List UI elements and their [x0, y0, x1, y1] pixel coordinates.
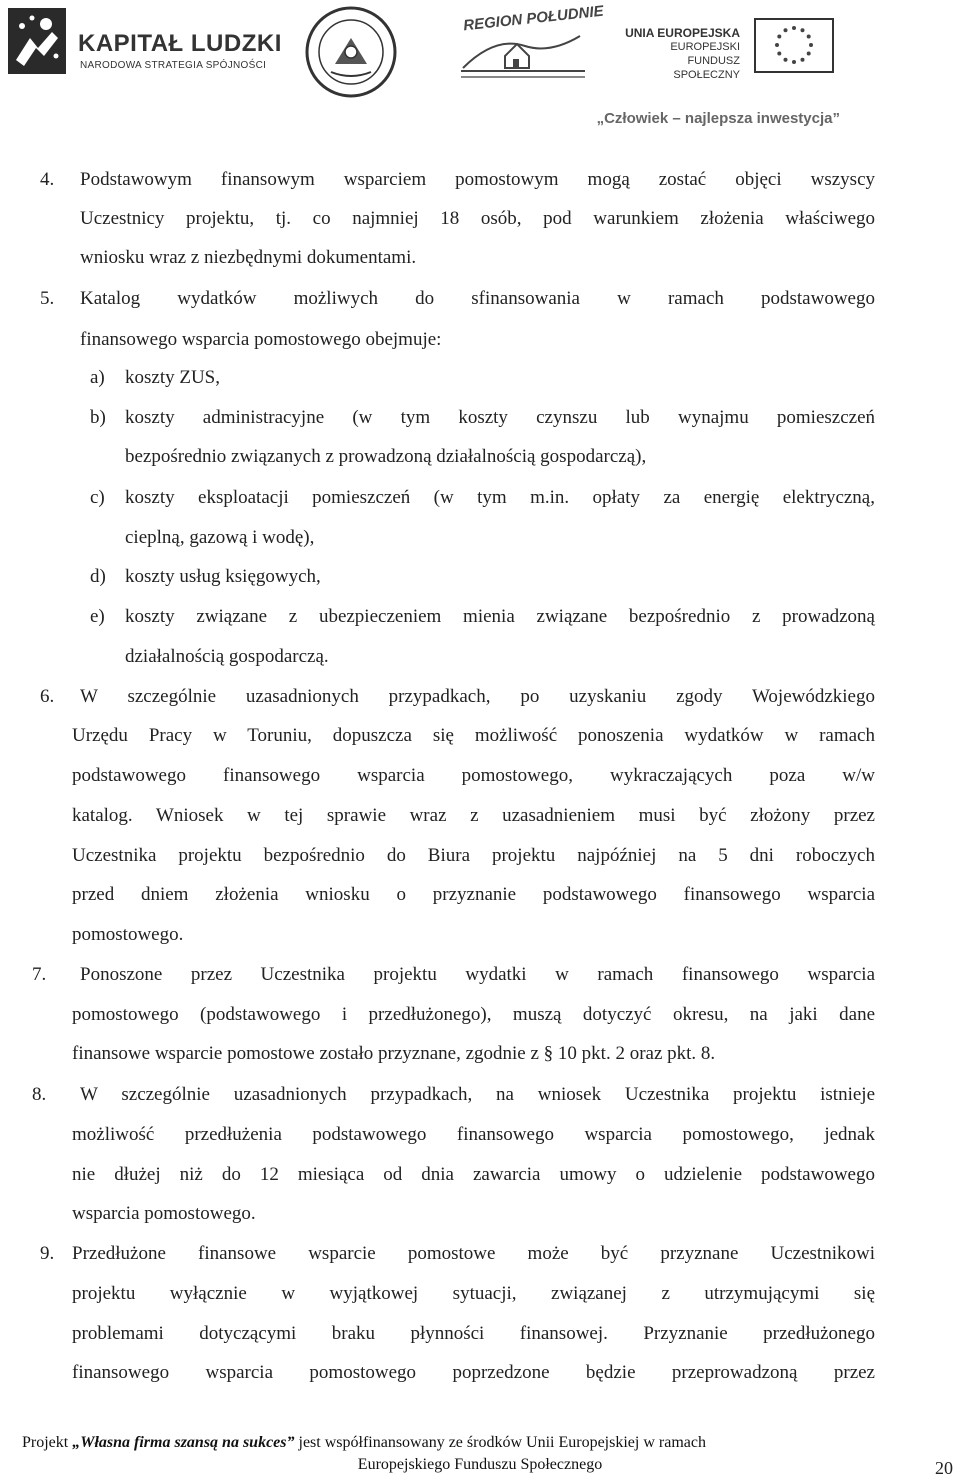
item-number: 4. [40, 169, 55, 190]
footer-suffix: jest współfinansowany ze środków Unii Europejskiej w ramach [294, 1434, 706, 1451]
eu-logo [622, 18, 852, 81]
item-line: W szczególnie uzasadnionych przypadkach, po uzyskaniu zgody Wojewódzkiego [80, 686, 875, 707]
item-line: Uczestnicy projektu, tj. co najmniej 18 osób, pod warunkiem złożenia właściwego [80, 208, 875, 229]
kapital-ludzki-title: KAPITAŁ LUDZKI [78, 30, 282, 57]
item-line: pomostowego. [72, 924, 184, 945]
item-line: katalog. Wniosek w tej sprawie wraz z uzasadnieniem musi być złożony przez [72, 805, 875, 826]
item-line: pomostowego (podstawowego i przedłużonego), muszą dotyczyć okresu, na jaki dane [72, 1004, 875, 1025]
page-header [0, 0, 960, 140]
item-line: wniosku wraz z niezbędnymi dokumentami. [80, 247, 417, 268]
region-poludnie-logo [455, 2, 605, 86]
subitem-letter: a) [90, 367, 105, 388]
footer-line-1 [22, 1432, 937, 1454]
slogan: „Człowiek – najlepsza inwestycja” [596, 110, 840, 127]
item-line: W szczególnie uzasadnionych przypadkach, na wniosek Uczestnika projektu istnieje [80, 1084, 875, 1105]
item-line: Urzędu Pracy w Toruniu, dopuszcza się możliwość ponoszenia wydatków w ramach [72, 725, 875, 746]
item-line: Przedłużone finansowe wsparcie pomostowe może być przyznane Uczestnikowi [72, 1243, 875, 1264]
footer-prefix: Projekt [22, 1434, 73, 1451]
kapital-ludzki-subtitle: NARODOWA STRATEGIA SPÓJNOŚCI [80, 60, 267, 71]
region-poludnie-title: REGION POŁUDNIE [462, 2, 605, 35]
page-number: 20 [935, 1458, 953, 1478]
item-line: finansowego wsparcia pomostowego poprzedzone będzie przeprowadzoną przez [72, 1362, 875, 1383]
eu-text [622, 26, 740, 82]
subitem-line: działalnością gospodarczą. [125, 646, 329, 667]
item-line: nie dłużej niż do 12 miesiąca od dnia zawarcia umowy o udzielenie podstawowego [72, 1164, 875, 1185]
eu-line-2: EUROPEJSKI [670, 41, 740, 53]
footer-line-2: Europejskiego Funduszu Społecznego [357, 1456, 603, 1473]
subitem-line: bezpośrednio związanych z prowadzoną działalnością gospodarczą), [125, 446, 647, 467]
subitem-line: koszty ZUS, [125, 367, 220, 388]
item-line: Uczestnika projektu bezpośrednio do Biura projektu najpóźniej na 5 dni roboczych [72, 845, 875, 866]
subitem-letter: b) [90, 407, 106, 428]
item-line: finansowego wsparcia pomostowego obejmuje: [80, 329, 442, 350]
item-number: 8. [32, 1084, 47, 1105]
item-line: finansowe wsparcie pomostowe zostało przyznane, zgodnie z § 10 pkt. 2 oraz pkt. 8. [72, 1043, 716, 1064]
item-line: Ponoszone przez Uczestnika projektu wydatki w ramach finansowego wsparcia [80, 964, 875, 985]
item-line: projektu wyłącznie w wyjątkowej sytuacji, związanej z utrzymującymi się [72, 1283, 875, 1304]
item-line: problemami dotyczącymi braku płynności finansowej. Przyznanie przedłużonego [72, 1323, 875, 1344]
subitem-line: koszty administracyjne (w tym koszty czynszu lub wynajmu pomieszczeń [125, 407, 875, 428]
eu-line-1: UNIA EUROPEJSKA [625, 26, 740, 40]
subitem-line: koszty związane z ubezpieczeniem mienia związane bezpośrednio z prowadzoną [125, 606, 875, 627]
footer-project-title: „Własna firma szansą na sukces” [72, 1434, 295, 1451]
item-line: podstawowego finansowego wsparcia pomostowego, wykraczających poza w/w [72, 765, 875, 786]
item-line: możliwość przedłużenia podstawowego finansowego wsparcia pomostowego, jednak [72, 1124, 875, 1145]
eu-line-3: FUNDUSZ SPOŁECZNY [673, 55, 740, 81]
subitem-letter: c) [90, 487, 105, 508]
subitem-letter: d) [90, 566, 106, 587]
item-line: Katalog wydatków możliwych do sfinansowania w ramach podstawowego [80, 288, 875, 309]
subitem-letter: e) [90, 606, 105, 627]
item-number: 5. [40, 288, 55, 309]
subitem-line: koszty eksploatacji pomieszczeń (w tym m.in. opłaty za energię elektryczną, [125, 487, 875, 508]
subitem-line: cieplną, gazową i wodę), [125, 527, 315, 548]
item-number: 9. [40, 1243, 55, 1264]
kapital-ludzki-logo [8, 8, 282, 78]
item-line: Podstawowym finansowym wsparciem pomostowym mogą zostać objęci wszyscy [80, 169, 875, 190]
item-number: 7. [32, 964, 47, 985]
item-line: przed dniem złożenia wniosku o przyznanie podstawowego finansowego wsparcia [72, 884, 875, 905]
subitem-line: koszty usług księgowych, [125, 566, 321, 587]
association-seal-logo [305, 6, 397, 98]
item-line: wsparcia pomostowego. [72, 1203, 256, 1224]
eu-flag-icon [754, 18, 834, 73]
item-number: 6. [40, 686, 55, 707]
kapital-ludzki-emblem-icon [8, 8, 68, 74]
